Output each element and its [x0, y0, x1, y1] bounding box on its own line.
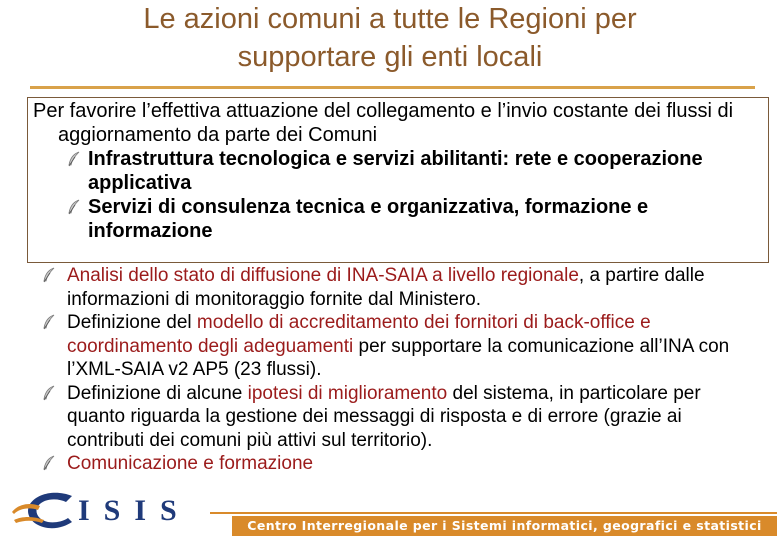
list-item: [42, 382, 762, 453]
list-item-highlight: Analisi dello stato di diffusione di INA-SAIA a livello regionale: [67, 265, 579, 286]
box-subitem-text: Servizi di consulenza tecnica e organizzativa, formazione e informazione: [88, 196, 649, 242]
list-item: [42, 311, 762, 382]
list-item-text: del sistema, in particolare per quanto riguarda la gestione dei messaggi di risposta e di errore (grazie ai contributi dei comuni più attivi sul territorio).: [67, 382, 701, 451]
feather-bullet-icon: [42, 267, 56, 283]
title-divider: [30, 86, 755, 89]
logo-wordmark: ISIS: [78, 494, 191, 527]
feather-bullet-icon: [67, 199, 81, 215]
footer-divider: [210, 512, 777, 514]
list-item: [42, 264, 762, 311]
action-list: [42, 264, 762, 476]
list-item-highlight: Comunicazione e formazione: [67, 453, 314, 474]
box-content: [33, 99, 769, 243]
list-item-highlight: ipotesi di miglioramento: [247, 382, 448, 404]
box-subitem: [33, 195, 769, 243]
feather-bullet-icon: [42, 455, 56, 471]
list-item-highlight: modello di accreditamento dei fornitori di back-office e coordinamento degli adeguamenti: [67, 312, 651, 357]
slide-title-line1: Le azioni comuni a tutte le Regioni per: [143, 3, 637, 35]
box-subitem: [33, 147, 769, 195]
list-item: [42, 452, 762, 476]
list-item-text: , a partire dalle informazioni di monitoraggio fornite dal Ministero.: [67, 265, 705, 310]
feather-bullet-icon: [67, 151, 81, 167]
feather-bullet-icon: [42, 314, 56, 330]
footer-banner: Centro Interregionale per i Sistemi informatici, geografici e statistici: [232, 516, 777, 536]
box-subitem-text: Infrastruttura tecnologica e servizi abilitanti: rete e cooperazione applicativa: [88, 148, 703, 194]
feather-bullet-icon: [42, 385, 56, 401]
list-item-text: per supportare la comunicazione all’INA con l’XML-SAIA v2 AP5 (23 flussi).: [67, 335, 730, 380]
list-item-text: Definizione di alcune: [67, 382, 248, 404]
slide-title: [0, 0, 780, 76]
box-lead-text: Per favorire l’effettiva attuazione del collegamento e l’invio costante dei flussi di aggiornamento da parte dei Comuni: [33, 100, 734, 146]
slide-title-line2: supportare gli enti locali: [237, 41, 543, 73]
list-item-text: Definizione del: [67, 312, 197, 333]
